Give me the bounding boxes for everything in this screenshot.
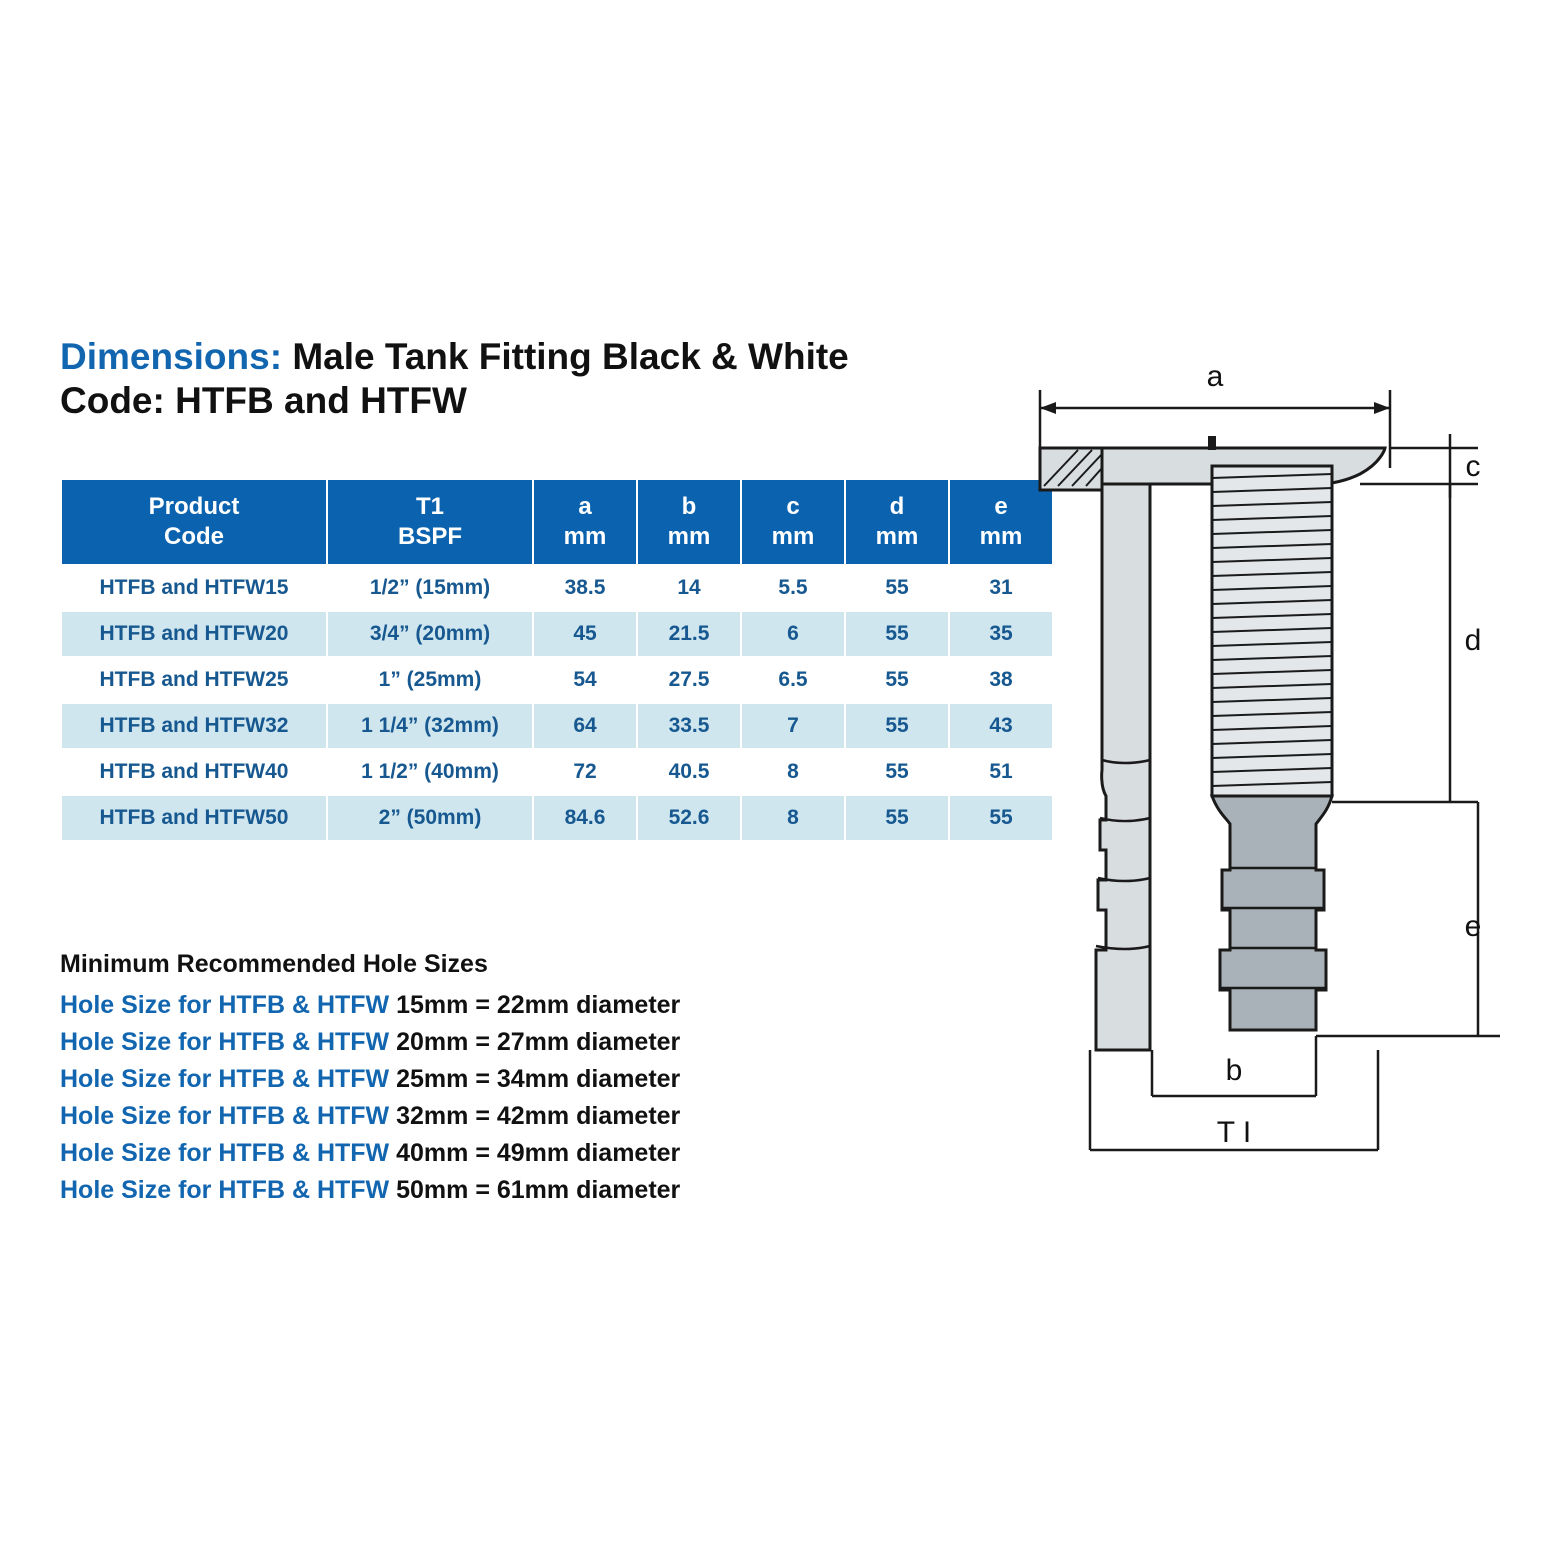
label-d: d: [1464, 624, 1482, 657]
header-c-l2: mm: [771, 523, 815, 550]
cell-code: HTFB and HTFW50: [61, 795, 327, 841]
technical-drawing: [1030, 350, 1530, 1180]
table-row: [61, 611, 1053, 657]
header-d-l2: mm: [875, 523, 919, 550]
cell-a: 38.5: [533, 565, 637, 611]
page-title: [60, 335, 1010, 423]
cell-b: 52.6: [637, 795, 741, 841]
cell-e: 38: [949, 657, 1053, 703]
cell-a: 45: [533, 611, 637, 657]
cell-b: 14: [637, 565, 741, 611]
cell-code: HTFB and HTFW20: [61, 611, 327, 657]
dimension-c: [1360, 434, 1481, 498]
cell-e: 35: [949, 611, 1053, 657]
cell-code: HTFB and HTFW40: [61, 749, 327, 795]
cell-code: HTFB and HTFW25: [61, 657, 327, 703]
cell-e: 51: [949, 749, 1053, 795]
cell-a: 72: [533, 749, 637, 795]
hole-size-label: Hole Size for HTFB & HTFW: [60, 1102, 390, 1130]
hole-size-value: 20mm = 27mm diameter: [389, 1028, 681, 1056]
header-c: [741, 479, 845, 565]
header-d: [845, 479, 949, 565]
header-a-l2: mm: [563, 523, 607, 550]
table-header-row: [61, 479, 1053, 565]
cell-e: 43: [949, 703, 1053, 749]
cell-c: 8: [741, 795, 845, 841]
title-line-1: [60, 335, 1010, 379]
header-t1-l2: BSPF: [397, 523, 462, 550]
label-t1: T I: [1216, 1116, 1252, 1149]
cell-e: 31: [949, 565, 1053, 611]
header-b-l2: mm: [667, 523, 711, 550]
title-accent: Dimensions:: [60, 336, 283, 377]
hole-sizes-heading: Minimum Recommended Hole Sizes: [60, 950, 488, 978]
hole-size-label: Hole Size for HTFB & HTFW: [60, 991, 390, 1019]
hole-size-line: [60, 1024, 940, 1061]
cell-c: 5.5: [741, 565, 845, 611]
header-product-code: [61, 479, 327, 565]
table-row: [61, 795, 1053, 841]
hole-size-value: 40mm = 49mm diameter: [389, 1139, 681, 1167]
cell-a: 84.6: [533, 795, 637, 841]
label-b: b: [1225, 1054, 1243, 1087]
cell-c: 7: [741, 703, 845, 749]
dimension-e: [1316, 802, 1500, 1036]
hole-size-label: Hole Size for HTFB & HTFW: [60, 1139, 390, 1167]
header-product-code-l1: Product: [148, 493, 240, 520]
tank-fitting-diagram: [1030, 350, 1530, 1180]
cell-t1: 1/2” (15mm): [327, 565, 533, 611]
cell-c: 6: [741, 611, 845, 657]
title-line-2: Code: HTFB and HTFW: [60, 380, 467, 421]
cell-e: 55: [949, 795, 1053, 841]
cell-d: 55: [845, 657, 949, 703]
cell-b: 33.5: [637, 703, 741, 749]
table-row: [61, 565, 1053, 611]
header-t1-l1: T1: [415, 493, 444, 520]
cell-b: 27.5: [637, 657, 741, 703]
cell-d: 55: [845, 611, 949, 657]
hole-size-label: Hole Size for HTFB & HTFW: [60, 1028, 390, 1056]
hole-size-label: Hole Size for HTFB & HTFW: [60, 1176, 390, 1204]
cell-b: 40.5: [637, 749, 741, 795]
header-b-l1: b: [681, 493, 697, 520]
hole-size-line: [60, 987, 940, 1024]
label-c: c: [1465, 450, 1481, 483]
hole-size-value: 50mm = 61mm diameter: [389, 1176, 681, 1204]
header-a: [533, 479, 637, 565]
cell-code: HTFB and HTFW15: [61, 565, 327, 611]
header-t1: [327, 479, 533, 565]
cell-d: 55: [845, 749, 949, 795]
flange-cutaway: [1040, 448, 1102, 490]
cell-code: HTFB and HTFW32: [61, 703, 327, 749]
centre-mark: [1208, 436, 1216, 450]
hole-size-label: Hole Size for HTFB & HTFW: [60, 1065, 390, 1093]
table-row: [61, 749, 1053, 795]
dimension-d: [1332, 484, 1481, 802]
cell-t1: 1 1/4” (32mm): [327, 703, 533, 749]
cell-a: 64: [533, 703, 637, 749]
header-c-l1: c: [786, 493, 800, 520]
header-product-code-l2: Code: [164, 523, 224, 550]
header-d-l1: d: [889, 493, 905, 520]
header-e-l2: mm: [979, 523, 1023, 550]
inner-barb: [1212, 796, 1332, 1030]
table-header: [61, 479, 1053, 565]
hole-size-value: 15mm = 22mm diameter: [389, 991, 681, 1019]
cell-c: 6.5: [741, 657, 845, 703]
cell-t1: 2” (50mm): [327, 795, 533, 841]
fitting-body: [1040, 436, 1385, 1050]
hole-size-line: [60, 1172, 940, 1209]
cell-b: 21.5: [637, 611, 741, 657]
hole-size-line: [60, 1098, 940, 1135]
hose-tail: [1096, 484, 1150, 1050]
hole-size-value: 25mm = 34mm diameter: [389, 1065, 681, 1093]
label-e: e: [1464, 910, 1482, 943]
hole-size-line: [60, 1061, 940, 1098]
header-b: [637, 479, 741, 565]
cell-d: 55: [845, 565, 949, 611]
hole-size-line: [60, 1135, 940, 1172]
table-row: [61, 657, 1053, 703]
header-a-l1: a: [578, 493, 592, 520]
cell-t1: 1” (25mm): [327, 657, 533, 703]
hole-size-value: 32mm = 42mm diameter: [389, 1102, 681, 1130]
cell-d: 55: [845, 703, 949, 749]
label-a: a: [1206, 360, 1224, 393]
title-rest: Male Tank Fitting Black & White: [282, 336, 849, 377]
cell-a: 54: [533, 657, 637, 703]
table-body: [61, 565, 1053, 841]
hole-sizes-block: [60, 950, 940, 1209]
cell-d: 55: [845, 795, 949, 841]
cell-t1: 3/4” (20mm): [327, 611, 533, 657]
dimension-b: [1152, 1036, 1316, 1096]
table-row: [61, 703, 1053, 749]
dimensions-table: [60, 478, 1054, 842]
cell-c: 8: [741, 749, 845, 795]
cell-t1: 1 1/2” (40mm): [327, 749, 533, 795]
header-e-l1: e: [994, 493, 1008, 520]
